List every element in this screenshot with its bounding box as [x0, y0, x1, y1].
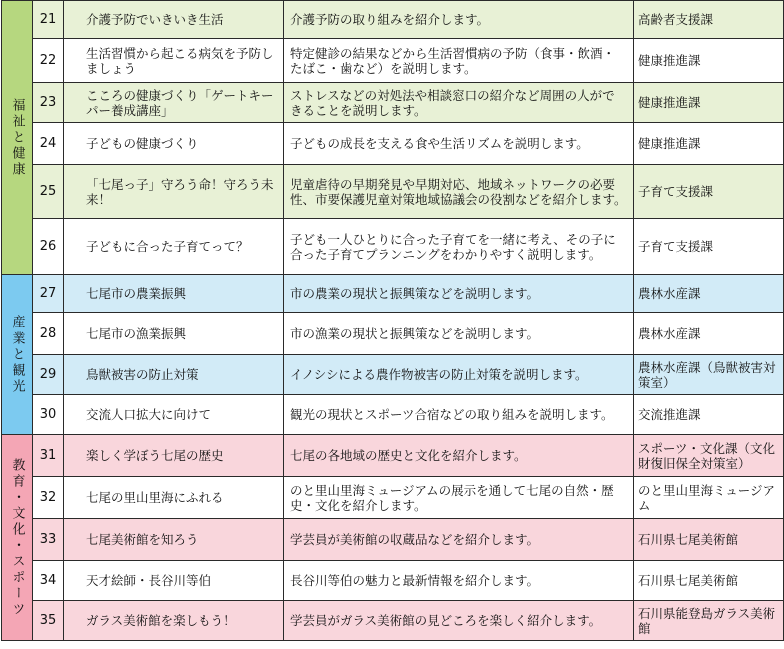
lecture-description: 市の農業の現状と振興策などを説明します。 — [284, 275, 634, 313]
lecture-description: 児童虐待の早期発見や早期対応、地域ネットワークの必要性、市要保護児童対策地域協議会の役割などを紹介します。 — [284, 165, 634, 219]
lecture-description: イノシシによる農作物被害の防止対策を説明します。 — [284, 355, 634, 395]
table-row — [2, 123, 784, 165]
table-row — [2, 395, 784, 435]
lecture-description: 特定健診の結果などから生活習慣病の予防（食事・飲酒・たばこ・歯など）を説明します。 — [284, 39, 634, 83]
table-row — [2, 165, 784, 219]
lecture-description: 七尾の各地域の歴史と文化を紹介します。 — [284, 435, 634, 477]
category-industry: 産業と観光 — [2, 275, 33, 435]
lecture-title: 七尾美術館を知ろう — [64, 519, 284, 561]
lecture-title: こころの健康づくり「ゲートキーパー養成講座」 — [64, 83, 284, 123]
row-number: 27 — [33, 275, 64, 313]
table-row — [2, 39, 784, 83]
table-row — [2, 355, 784, 395]
category-welfare: 福祉と健康 — [2, 1, 33, 275]
lecture-title: ガラス美術館を楽しもう！ — [64, 601, 284, 641]
lecture-description: 長谷川等伯の魅力と最新情報を紹介します。 — [284, 561, 634, 601]
department: のと里山里海ミュージアム — [634, 477, 784, 519]
row-number: 23 — [33, 83, 64, 123]
department: スポーツ・文化課（文化財復旧保全対策室） — [634, 435, 784, 477]
department: 農林水産課（鳥獣被害対策室） — [634, 355, 784, 395]
lecture-description: 学芸員がガラス美術館の見どころを楽しく紹介します。 — [284, 601, 634, 641]
table-row — [2, 313, 784, 355]
lecture-title: 鳥獣被害の防止対策 — [64, 355, 284, 395]
table-row — [2, 601, 784, 641]
table-row — [2, 219, 784, 275]
table-row — [2, 435, 784, 477]
department: 子育て支援課 — [634, 219, 784, 275]
table-row — [2, 477, 784, 519]
department: 石川県能登島ガラス美術館 — [634, 601, 784, 641]
lecture-title: 介護予防でいきいき生活 — [64, 1, 284, 39]
lecture-table — [1, 0, 784, 641]
lecture-title: 交流人口拡大に向けて — [64, 395, 284, 435]
lecture-description: ストレスなどの対処法や相談窓口の紹介など周囲の人ができることを説明します。 — [284, 83, 634, 123]
department: 健康推進課 — [634, 83, 784, 123]
table-row — [2, 519, 784, 561]
row-number: 25 — [33, 165, 64, 219]
row-number: 21 — [33, 1, 64, 39]
department: 石川県七尾美術館 — [634, 561, 784, 601]
lecture-description: 市の漁業の現状と振興策などを説明します。 — [284, 313, 634, 355]
row-number: 34 — [33, 561, 64, 601]
lecture-title: 七尾の里山里海にふれる — [64, 477, 284, 519]
department: 農林水産課 — [634, 313, 784, 355]
row-number: 26 — [33, 219, 64, 275]
lecture-title: 「七尾っ子」守ろう命！守ろう未来！ — [64, 165, 284, 219]
row-number: 33 — [33, 519, 64, 561]
lecture-title: 七尾市の漁業振興 — [64, 313, 284, 355]
row-number: 29 — [33, 355, 64, 395]
category-education: 教育・文化・スポーツ — [2, 435, 33, 641]
row-number: 31 — [33, 435, 64, 477]
department: 健康推進課 — [634, 39, 784, 83]
lecture-description: 介護予防の取り組みを紹介します。 — [284, 1, 634, 39]
table-row — [2, 561, 784, 601]
table-row — [2, 1, 784, 39]
department: 農林水産課 — [634, 275, 784, 313]
row-number: 35 — [33, 601, 64, 641]
department: 高齢者支援課 — [634, 1, 784, 39]
row-number: 24 — [33, 123, 64, 165]
lecture-title: 天才絵師・長谷川等伯 — [64, 561, 284, 601]
row-number: 22 — [33, 39, 64, 83]
lecture-description: 観光の現状とスポーツ合宿などの取り組みを説明します。 — [284, 395, 634, 435]
lecture-title: 楽しく学ぼう七尾の歴史 — [64, 435, 284, 477]
department: 交流推進課 — [634, 395, 784, 435]
lecture-description: 子ども一人ひとりに合った子育てを一緒に考え、その子に合った子育てプランニングをわかりやすく説明します。 — [284, 219, 634, 275]
table-row — [2, 275, 784, 313]
lecture-title: 子どもに合った子育てって？ — [64, 219, 284, 275]
lecture-title: 子どもの健康づくり — [64, 123, 284, 165]
lecture-title: 生活習慣から起こる病気を予防しましょう — [64, 39, 284, 83]
row-number: 30 — [33, 395, 64, 435]
lecture-title: 七尾市の農業振興 — [64, 275, 284, 313]
department: 健康推進課 — [634, 123, 784, 165]
row-number: 32 — [33, 477, 64, 519]
table-row — [2, 83, 784, 123]
department: 石川県七尾美術館 — [634, 519, 784, 561]
row-number: 28 — [33, 313, 64, 355]
lecture-description: 子どもの成長を支える食や生活リズムを説明します。 — [284, 123, 634, 165]
lecture-description: のと里山里海ミュージアムの展示を通して七尾の自然・歴史・文化を紹介します。 — [284, 477, 634, 519]
lecture-description: 学芸員が美術館の収蔵品などを紹介します。 — [284, 519, 634, 561]
department: 子育て支援課 — [634, 165, 784, 219]
